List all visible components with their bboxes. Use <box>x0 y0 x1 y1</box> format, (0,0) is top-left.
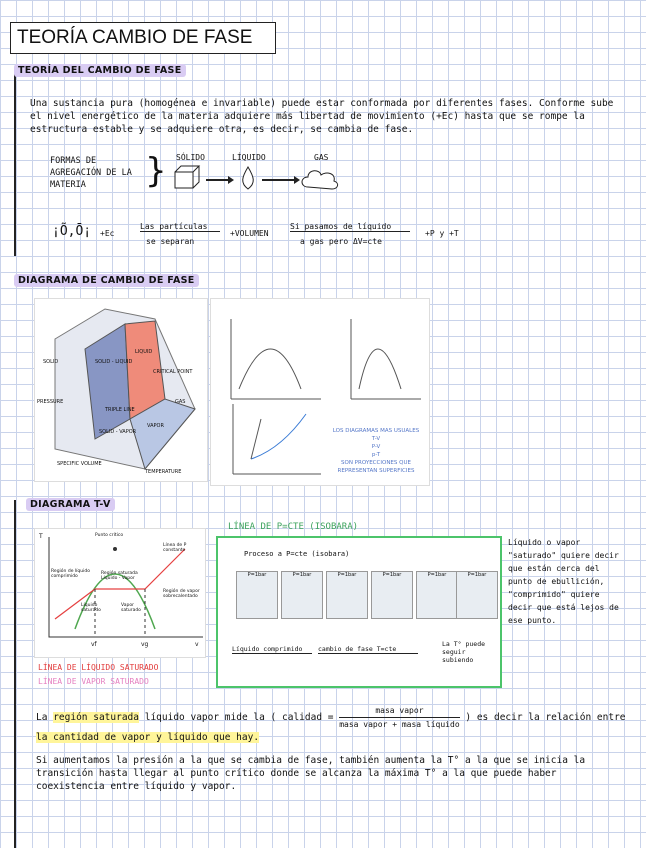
diagram-note: LOS DIAGRAMAS MAS USUALES T-V P-V p-T SON PROYECCIONES QUE REPRESENTAN SUPERFICIES <box>332 428 420 474</box>
chart-v: v <box>195 641 199 648</box>
phase-diagrams-image <box>210 298 430 486</box>
molecule-glyphs: ¡Õ,Ō¡ <box>52 224 92 239</box>
ec-label: +Ec <box>100 229 115 238</box>
surface-label-pressure: PRESSURE <box>37 399 64 405</box>
cloud-icon <box>302 171 338 189</box>
pt-label: +P y +T <box>425 229 459 238</box>
page-title: TEORÍA CAMBIO DE FASE <box>10 22 276 54</box>
phase-icons <box>170 163 350 197</box>
surface-label-solid-vapor: SOLID - VAPOR <box>99 429 137 435</box>
chart-vf: vf <box>91 641 97 648</box>
chart-liq: Líquido saturado <box>81 603 101 613</box>
surface-label-triple: TRIPLE LINE <box>105 407 135 413</box>
surface-label-solid-liquid: SOLID - LIQUID <box>95 359 133 365</box>
chart-vg: vg <box>141 641 149 648</box>
cylinder-5: P=1bar <box>416 571 458 619</box>
red-line-label: LÍNEA DE LÍQUIDO SATURADO <box>38 663 159 672</box>
cube-icon <box>175 166 199 188</box>
gas-label: GAS <box>314 153 329 162</box>
chart-t: T <box>39 533 43 540</box>
side-note: Líquido o vapor "saturado" quiere decir que están cerca del punto de ebullición, "comprimido" quiere decir que está lejos de ese punto. <box>508 538 619 625</box>
isobar-title: LÍNEA DE P=CTE (ISOBARA) <box>228 522 359 532</box>
liquid-label: LÍQUIDO <box>232 153 266 162</box>
drop-icon <box>243 167 254 189</box>
intro-paragraph: Una sustancia pura (homogénea e invariable) puede estar conformada por diferentes fases. Conforme sube el nivel energético de la materia adquiere más libertad de movimiento (+Ec) hasta que se rompe la estructura estable y se adquiere otra, es decir, se cambia de fase. <box>30 98 614 135</box>
cylinder-1: P=1bar <box>236 571 278 619</box>
brace-icon: } <box>145 151 167 191</box>
surface-label-temperature: TEMPERATURE <box>145 469 182 475</box>
axis-label-2: cambio de fase T=cte <box>318 645 418 654</box>
section-heading-tv: DIAGRAMA T-V <box>26 498 115 511</box>
forms-label: FORMAS DE AGREGACIÓN DE LA MATERIA <box>50 156 132 190</box>
surface-label-solid: SOLID <box>43 359 59 365</box>
surface-label-gas: GAS <box>175 399 186 405</box>
chart-line: Línea de P constante <box>163 543 187 553</box>
axis-label-3: La T° puede seguir subiendo <box>442 640 486 664</box>
chart-crit: Punto crítico <box>95 533 124 538</box>
solid-label: SÓLIDO <box>176 153 205 162</box>
cylinder-2: P=1bar <box>281 571 323 619</box>
pink-line-label: LÍNEA DE VAPOR SATURADO <box>38 677 149 686</box>
chart-sup: Región de vapor sobrecalentado <box>163 589 200 599</box>
process-label: Proceso a P=cte (isobara) <box>244 550 350 558</box>
surface-label-critical: CRITICAL POINT <box>153 369 193 375</box>
arrow-1-bottom: se separan <box>146 237 195 246</box>
chart-vap: Vapor saturado <box>121 603 141 613</box>
cylinder-4: P=1bar <box>371 571 413 619</box>
margin-line-2 <box>14 500 16 848</box>
surface-label-vapor: VAPOR <box>147 423 164 429</box>
pvt-surface-image <box>34 298 208 482</box>
cylinder-6: P=1bar <box>456 571 498 619</box>
critical-paragraph: Si aumentamos la presión a la que se cambia de fase, también aumenta la T° a la que se inicia la transición hasta llegar al punto crítico donde se alcanza la máxima T° a la que puede haber coexistencia entre líquido y vapor. <box>36 755 586 792</box>
surface-label-liquid: LIQUID <box>135 349 153 355</box>
volume-label: +VOLUMEN <box>230 229 269 238</box>
quality-paragraph: La región saturada líquido vapor mide la ( calidad = masa vapor masa vapor + masa líquido ) es decir la relación entre la cantidad de vapor y líquido que hay. <box>36 706 626 743</box>
chart-comp: Región de líquido comprimido <box>51 569 90 579</box>
surface-label-volume: SPECIFIC VOLUME <box>57 461 102 467</box>
cylinder-3: P=1bar <box>326 571 368 619</box>
section-heading-diagram: DIAGRAMA DE CAMBIO DE FASE <box>14 274 199 287</box>
tv-chart <box>34 528 206 658</box>
section-heading-theory: TEORÍA DEL CAMBIO DE FASE <box>14 64 186 77</box>
arrow-2-bottom: a gas pero ΔV=cte <box>300 237 382 246</box>
margin-line-1 <box>14 70 16 256</box>
arrow-1-top: Las partículas <box>140 222 220 232</box>
arrow-2-top: Si pasamos de líquido <box>290 222 410 232</box>
chart-sat: Región saturada Líquido - Vapor <box>101 571 138 581</box>
axis-label-1: Líquido comprimido <box>232 645 312 654</box>
